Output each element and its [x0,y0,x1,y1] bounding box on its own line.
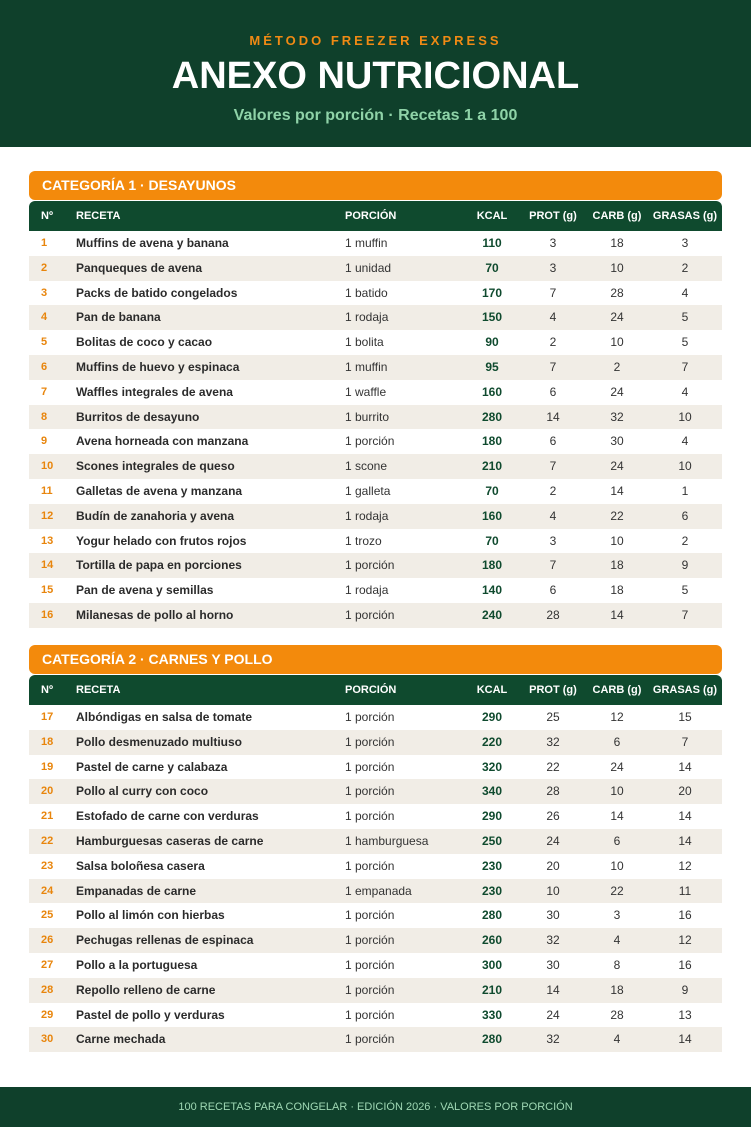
table-row [29,578,722,603]
kcal-value: 210 [481,982,503,997]
recipe-name: Muffins de huevo y espinaca [76,359,240,374]
row-number: 18 [41,735,54,748]
fat-value: 16 [678,908,692,923]
row-number: 14 [41,559,54,572]
kcal-value: 180 [481,558,503,573]
carb-value: 28 [610,285,624,300]
table-row [29,928,722,953]
fat-value: 14 [678,833,692,848]
kcal-value: 280 [481,409,503,424]
table-row [29,829,722,854]
carb-value: 24 [610,384,624,399]
row-number: 10 [41,460,54,473]
carb-value: 8 [613,957,621,972]
protein-value: 3 [549,533,557,548]
carb-value: 4 [613,1032,621,1047]
table-row [29,804,722,829]
portion: 1 waffle [345,384,387,399]
row-number: 6 [41,360,48,373]
protein-value: 32 [546,1032,560,1047]
recipe-name: Pastel de pollo y verduras [76,1007,225,1022]
kcal-value: 170 [481,285,503,300]
col-portion-header: PORCIÓN [345,210,397,222]
carb-value: 14 [610,607,624,622]
row-number: 30 [41,1033,54,1046]
protein-value: 10 [546,883,560,898]
recipe-name: Hamburguesas caseras de carne [76,833,264,848]
fat-value: 5 [681,583,689,598]
portion: 1 porción [345,1032,395,1047]
portion: 1 rodaja [345,310,389,325]
row-number: 29 [41,1008,54,1021]
row-number: 17 [41,711,54,723]
category-section-2 [29,645,722,1052]
page-footer [0,1087,751,1127]
fat-value: 2 [681,533,689,548]
fat-value: 7 [681,359,689,374]
table-row [29,305,722,330]
portion: 1 porción [345,1007,395,1022]
protein-value: 32 [546,933,560,948]
protein-value: 3 [549,260,557,275]
kcal-value: 70 [485,533,499,548]
carb-value: 10 [610,784,624,799]
fat-value: 3 [681,236,689,250]
carb-value: 28 [610,1007,624,1022]
recipe-name: Yogur helado con frutos rojos [76,533,247,548]
fat-value: 14 [678,1032,692,1047]
carb-value: 24 [610,759,624,774]
kcal-value: 90 [485,335,499,350]
portion: 1 bolita [345,335,384,350]
page-subtitle: Valores por porción · Recetas 1 a 100 [233,107,518,124]
kcal-value: 160 [481,508,503,523]
table-row [29,1027,722,1052]
protein-value: 6 [549,583,557,598]
table-row [29,281,722,306]
row-number: 8 [41,410,48,423]
table-header [29,201,722,231]
row-number: 16 [41,608,54,621]
kcal-value: 340 [481,784,503,799]
row-number: 5 [41,336,48,349]
row-number: 11 [41,484,53,497]
recipe-name: Salsa boloñesa casera [76,858,205,873]
table-row [29,380,722,405]
kcal-value: 290 [481,809,503,824]
table-row [29,231,722,256]
col-prot-header: PROT (g) [529,210,577,222]
table-header [29,675,722,705]
row-number: 15 [41,584,54,597]
recipe-name: Pollo desmenuzado multiuso [76,734,243,749]
row-number: 3 [41,286,48,299]
fat-value: 9 [681,982,689,997]
fat-value: 9 [681,558,689,573]
carb-value: 32 [610,409,624,424]
carb-value: 22 [610,508,624,523]
fat-value: 2 [681,260,689,275]
recipe-name: Carne mechada [76,1032,166,1047]
fat-value: 11 [678,883,692,898]
fat-value: 15 [678,710,692,724]
recipe-name: Panqueques de avena [76,260,203,275]
table-row [29,454,722,479]
protein-value: 24 [546,833,560,848]
carb-value: 6 [613,734,621,749]
carb-value: 30 [610,434,624,449]
portion: 1 hamburguesa [345,833,429,848]
table-row [29,854,722,879]
table-row [29,879,722,904]
recipe-name: Pastel de carne y calabaza [76,759,228,774]
footer-text: 100 RECETAS PARA CONGELAR · EDICIÓN 2026 · VALORES POR PORCIÓN [178,1101,573,1113]
recipe-name: Pan de banana [76,310,161,325]
recipe-name: Milanesas de pollo al horno [76,607,234,622]
protein-value: 24 [546,1007,560,1022]
portion: 1 rodaja [345,508,389,523]
carb-value: 10 [610,260,624,275]
table-row [29,705,722,730]
row-number: 25 [41,909,54,922]
kcal-value: 110 [482,236,502,250]
col-recipe-header: RECETA [76,210,121,222]
portion: 1 porción [345,933,395,948]
col-recipe-header: RECETA [76,684,121,696]
carb-value: 18 [610,558,624,573]
kcal-value: 330 [481,1007,503,1022]
portion: 1 scone [345,459,388,474]
fat-value: 10 [678,409,692,424]
table-row [29,978,722,1003]
protein-value: 4 [549,508,557,523]
protein-value: 14 [546,982,560,997]
carb-value: 2 [613,359,621,374]
recipe-name: Burritos de desayuno [76,409,200,424]
carb-value: 18 [610,982,624,997]
portion: 1 empanada [345,883,412,898]
fat-value: 7 [681,607,689,622]
portion: 1 muffin [345,359,388,374]
category-title: CATEGORÍA 1 · DESAYUNOS [29,171,722,200]
fat-value: 4 [681,434,689,449]
protein-value: 7 [549,359,557,374]
kcal-value: 240 [481,607,503,622]
recipe-name: Pan de avena y semillas [76,583,214,598]
table-row [29,504,722,529]
row-number: 4 [41,311,48,324]
protein-value: 28 [546,607,560,622]
table-row [29,903,722,928]
carb-value: 22 [610,883,624,898]
recipe-name: Muffins de avena y banana [76,236,229,250]
table-row [29,1003,722,1028]
row-number: 13 [41,534,54,547]
protein-value: 28 [546,784,560,799]
fat-value: 14 [678,759,692,774]
table-row [29,405,722,430]
kcal-value: 180 [481,434,503,449]
recipe-name: Bolitas de coco y cacao [76,335,213,350]
col-num-header: Nº [41,684,53,696]
carb-value: 14 [610,809,624,824]
protein-value: 14 [546,409,560,424]
col-num-header: Nº [41,210,53,222]
carb-value: 4 [613,933,621,948]
row-number: 9 [41,435,48,448]
carb-value: 6 [613,833,621,848]
page-title: ANEXO NUTRICIONAL [171,55,580,97]
col-portion-header: PORCIÓN [345,684,397,696]
carb-value: 3 [613,908,621,923]
portion: 1 porción [345,558,395,573]
fat-value: 5 [681,310,689,325]
recipe-name: Avena horneada con manzana [76,434,249,449]
portion: 1 porción [345,434,395,449]
portion: 1 unidad [345,260,392,275]
recipe-name: Albóndigas en salsa de tomate [76,710,253,724]
recipe-name: Tortilla de papa en porciones [76,558,242,573]
kcal-value: 320 [481,759,503,774]
kcal-value: 300 [481,957,503,972]
kcal-value: 140 [481,583,503,598]
portion: 1 porción [345,957,395,972]
kcal-value: 70 [485,260,499,275]
table-row [29,256,722,281]
table-row [29,730,722,755]
protein-value: 3 [549,236,557,250]
category-section-1 [29,171,722,628]
protein-value: 20 [546,858,560,873]
fat-value: 1 [681,483,689,498]
row-number: 24 [41,884,54,897]
row-number: 19 [41,760,54,773]
portion: 1 porción [345,607,395,622]
table-body [29,231,722,628]
row-number: 21 [41,810,54,823]
portion: 1 porción [345,908,395,923]
fat-value: 16 [678,957,692,972]
fat-value: 4 [681,285,689,300]
header-kicker: MÉTODO FREEZER EXPRESS [249,33,502,48]
kcal-value: 220 [481,734,503,749]
recipe-name: Estofado de carne con verduras [76,809,259,824]
col-prot-header: PROT (g) [529,684,577,696]
row-number: 1 [41,237,48,249]
kcal-value: 290 [481,710,503,724]
fat-value: 10 [678,459,692,474]
portion: 1 rodaja [345,583,389,598]
portion: 1 porción [345,784,395,799]
table-row [29,429,722,454]
carb-value: 24 [610,459,624,474]
recipe-name: Pollo al curry con coco [76,784,209,799]
protein-value: 6 [549,384,557,399]
carb-value: 12 [610,710,624,724]
row-number: 7 [41,385,48,398]
col-kcal-header: KCAL [476,684,508,696]
fat-value: 14 [678,809,692,824]
row-number: 28 [41,983,54,996]
row-number: 20 [41,785,54,798]
fat-value: 4 [681,384,689,399]
kcal-value: 95 [485,359,499,374]
portion: 1 burrito [345,409,390,424]
table-row [29,755,722,780]
row-number: 27 [41,958,54,971]
carb-value: 10 [610,858,624,873]
recipe-name: Pechugas rellenas de espinaca [76,933,254,948]
table-row [29,953,722,978]
protein-value: 26 [546,809,560,824]
fat-value: 20 [678,784,692,799]
carb-value: 10 [610,335,624,350]
carb-value: 24 [610,310,624,325]
table-row [29,529,722,554]
row-number: 26 [41,934,54,947]
col-fat-header: GRASAS (g) [652,210,718,222]
carb-value: 18 [610,236,624,250]
fat-value: 12 [678,858,692,873]
portion: 1 galleta [345,483,391,498]
kcal-value: 280 [481,1032,503,1047]
protein-value: 4 [549,310,557,325]
recipe-name: Scones integrales de queso [76,459,235,474]
protein-value: 30 [546,957,560,972]
portion: 1 porción [345,759,395,774]
carb-value: 18 [610,583,624,598]
row-number: 12 [41,509,54,522]
kcal-value: 230 [481,858,503,873]
portion: 1 porción [345,710,395,724]
portion: 1 porción [345,734,395,749]
protein-value: 2 [549,335,557,350]
recipe-name: Empanadas de carne [76,883,197,898]
col-fat-header: GRASAS (g) [652,684,718,696]
kcal-value: 160 [481,384,503,399]
protein-value: 32 [546,734,560,749]
kcal-value: 280 [481,908,503,923]
kcal-value: 210 [481,459,503,474]
table-row [29,479,722,504]
recipe-name: Galletas de avena y manzana [76,483,243,498]
row-number: 23 [41,859,54,872]
protein-value: 6 [549,434,557,449]
col-carb-header: CARB (g) [592,684,642,696]
recipe-name: Budín de zanahoria y avena [76,508,235,523]
kcal-value: 150 [481,310,503,325]
recipe-name: Packs de batido congelados [76,285,238,300]
category-title: CATEGORÍA 2 · CARNES Y POLLO [29,645,722,674]
fat-value: 7 [681,734,689,749]
table-row [29,355,722,380]
protein-value: 25 [546,710,560,724]
table-row [29,553,722,578]
fat-value: 6 [681,508,689,523]
kcal-value: 230 [481,883,503,898]
protein-value: 22 [546,759,560,774]
portion: 1 trozo [345,533,382,548]
row-number: 2 [41,261,48,274]
table-row [29,330,722,355]
recipe-name: Pollo al limón con hierbas [76,908,225,923]
protein-value: 7 [549,459,557,474]
fat-value: 5 [681,335,689,350]
table-body [29,705,722,1052]
kcal-value: 70 [485,483,499,498]
fat-value: 12 [678,933,692,948]
table-row [29,779,722,804]
col-kcal-header: KCAL [476,210,508,222]
kcal-value: 250 [481,833,503,848]
fat-value: 13 [678,1007,692,1022]
portion: 1 batido [345,285,388,300]
col-carb-header: CARB (g) [592,210,642,222]
table-row [29,603,722,628]
portion: 1 porción [345,809,395,824]
portion: 1 muffin [345,236,388,250]
protein-value: 2 [549,483,557,498]
portion: 1 porción [345,982,395,997]
carb-value: 14 [610,483,624,498]
recipe-name: Pollo a la portuguesa [76,957,198,972]
protein-value: 7 [549,285,557,300]
protein-value: 30 [546,908,560,923]
carb-value: 10 [610,533,624,548]
recipe-name: Waffles integrales de avena [76,384,233,399]
row-number: 22 [41,834,54,847]
page-header [0,0,751,147]
recipe-name: Repollo relleno de carne [76,982,216,997]
portion: 1 porción [345,858,395,873]
protein-value: 7 [549,558,557,573]
kcal-value: 260 [481,933,503,948]
